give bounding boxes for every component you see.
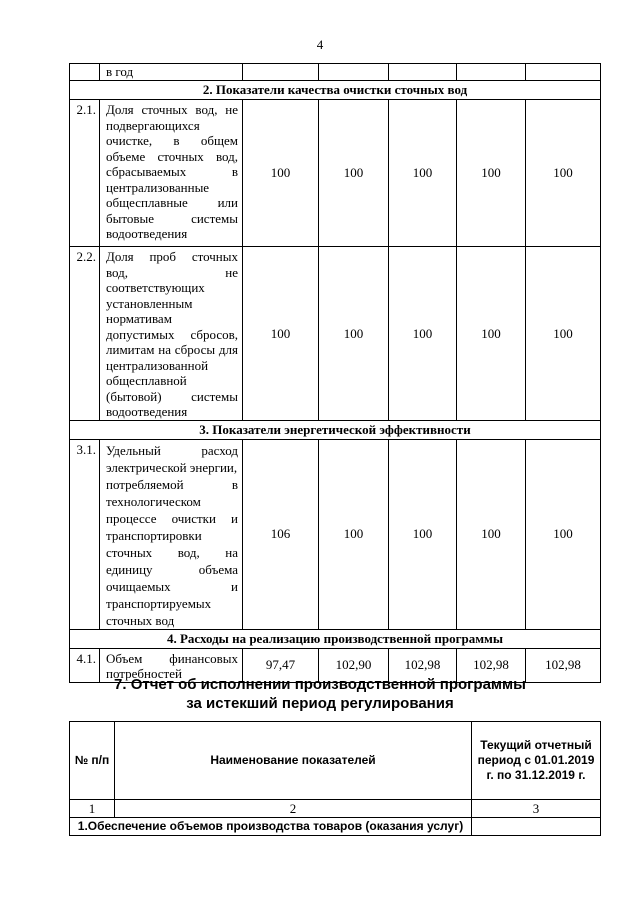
section-title: 4. Расходы на реализацию производственной программы [70,629,601,648]
value-cell: 100 [319,439,389,629]
header-row [70,722,601,800]
section-row [70,818,601,836]
value-cell: 102,98 [526,648,601,682]
index-cell: 2 [115,800,472,818]
col-period-header: Текущий отчетный период с 01.01.2019 г. по 31.12.2019 г. [472,722,601,800]
section-heading [0,675,640,713]
value-cell: 100 [457,100,526,247]
value-cell: 100 [319,100,389,247]
row-number: 2.2. [70,247,100,421]
value-cell: 97,47 [243,648,319,682]
report-table [69,721,601,836]
index-cell: 3 [472,800,601,818]
value-cell: 106 [243,439,319,629]
row-number: 2.1. [70,100,100,247]
section-title: 2. Показатели качества очистки сточных вод [70,81,601,100]
value-cell: 100 [319,247,389,421]
heading-line-1: 7. Отчет об исполнении производственной программы [114,676,526,693]
value-cell: 100 [243,247,319,421]
section-title: 1.Обеспечение объемов производства товаров (оказания услуг) [70,818,472,836]
value-cell: 100 [526,100,601,247]
value-cell: 100 [389,100,457,247]
index-cell: 1 [70,800,115,818]
value-cell: 100 [389,439,457,629]
indicator-name: Доля сточных вод, не подвергающихся очистке, в общем объеме сточных вод, сбрасываемых в централизованные общесплавные или бытовые системы водоотведения [100,100,243,247]
col-name-header: Наименование показателей [115,722,472,800]
table-row [70,64,601,81]
page-number: 4 [316,37,324,52]
indicator-name: Удельный расход электрической энергии, потребляемой в технологическом процессе очистки и транспортировки сточных вод, на единицу объема очищаемых и транспортируемых сточных вод [100,439,243,629]
value-cell: 100 [457,439,526,629]
row-number: 3.1. [70,439,100,629]
section-row [70,420,601,439]
indicator-name: Объем финансовых потребностей [100,648,243,682]
section-title: 3. Показатели энергетической эффективности [70,420,601,439]
table-row [70,247,601,421]
value-cell: 100 [457,247,526,421]
value-cell: 102,98 [389,648,457,682]
section-row [70,81,601,100]
index-row [70,800,601,818]
value-cell: 100 [526,439,601,629]
value-cell: 100 [389,247,457,421]
heading-line-2: за истекший период регулирования [186,695,454,712]
indicator-name: Доля проб сточных вод, не соответствующих установленным нормативам допустимых сбросов, лимитам на сбросы для централизованной общесплавной (бытовой) системы водоотведения [100,247,243,421]
table-row [70,439,601,629]
value-cell: 102,90 [319,648,389,682]
col-number-header: № п/п [70,722,115,800]
row-number: 4.1. [70,648,100,682]
indicators-table [69,63,601,683]
value-cell: 100 [526,247,601,421]
row-label: в год [100,64,243,81]
table-row [70,100,601,247]
value-cell: 100 [243,100,319,247]
section-row [70,629,601,648]
value-cell: 102,98 [457,648,526,682]
